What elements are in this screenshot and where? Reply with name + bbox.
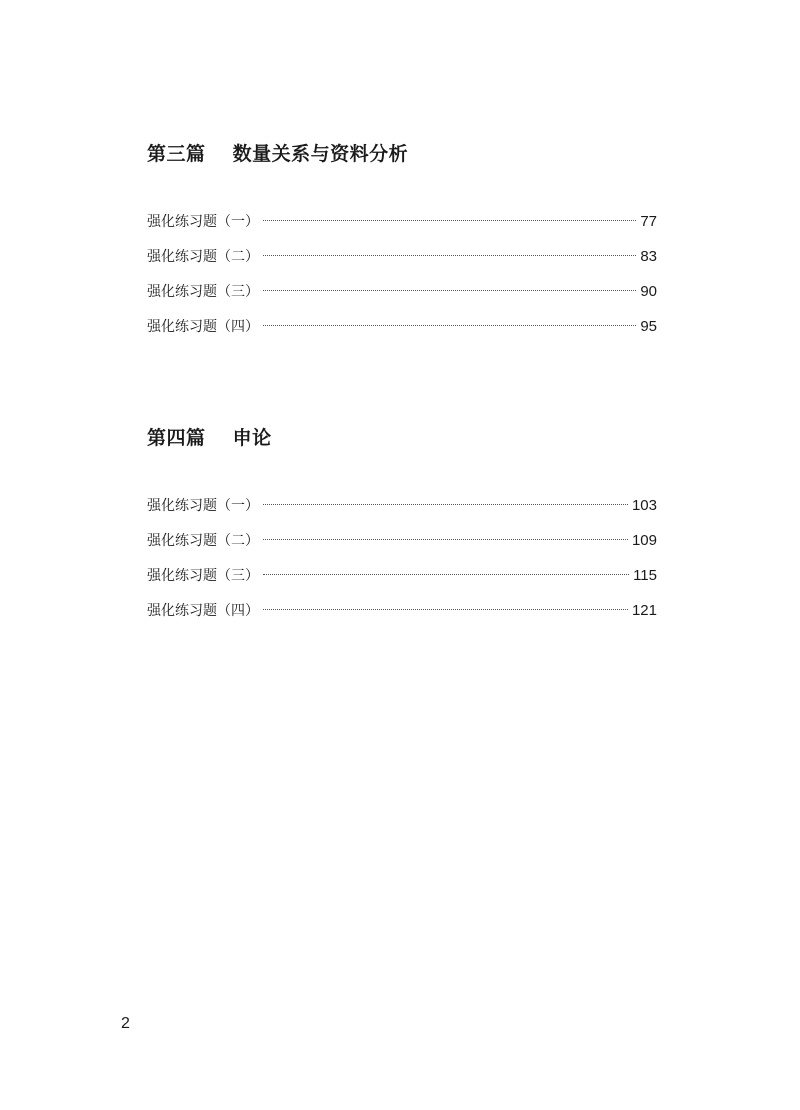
toc-entry[interactable] [147, 494, 657, 529]
toc-entry-page: 103 [631, 497, 657, 514]
toc-entry-page: 121 [631, 602, 657, 619]
dot-leader [263, 255, 636, 256]
toc-entry-page: 83 [640, 248, 657, 265]
toc-entry-label: 强化练习题（二） [147, 533, 259, 549]
toc-entry-label: 强化练习题（四） [147, 603, 259, 619]
dot-leader [263, 325, 636, 326]
toc-entry-page: 95 [640, 318, 657, 335]
toc-entry-page: 109 [631, 532, 657, 549]
toc-entry-page: 77 [640, 213, 657, 230]
dot-leader [263, 220, 636, 221]
toc-entry[interactable] [147, 599, 657, 634]
dot-leader [263, 290, 636, 291]
toc-entry-label: 强化练习题（三） [147, 568, 259, 584]
dot-leader [263, 539, 628, 540]
toc-entry-label: 强化练习题（一） [147, 498, 259, 514]
section-part-label: 第四篇 [147, 427, 206, 449]
section-heading [147, 424, 657, 452]
toc-list [147, 494, 657, 634]
toc-entry-label: 强化练习题（三） [147, 284, 259, 300]
toc-section-part-three [147, 140, 657, 350]
toc-entry-label: 强化练习题（一） [147, 214, 259, 230]
toc-entry[interactable] [147, 564, 657, 599]
section-title: 申论 [232, 427, 272, 449]
toc-entry-page: 115 [633, 567, 657, 584]
toc-entry-label: 强化练习题（二） [147, 249, 259, 265]
dot-leader [263, 609, 628, 610]
dot-leader [263, 574, 629, 575]
toc-entry[interactable] [147, 280, 657, 315]
page-number: 2 [121, 1015, 130, 1032]
toc-list [147, 210, 657, 350]
toc-entry[interactable] [147, 245, 657, 280]
section-title: 数量关系与资料分析 [232, 143, 409, 165]
toc-entry[interactable] [147, 529, 657, 564]
toc-section-part-four [147, 424, 657, 634]
section-part-label: 第三篇 [147, 143, 206, 165]
toc-entry[interactable] [147, 210, 657, 245]
toc-entry-page: 90 [640, 283, 657, 300]
toc-entry-label: 强化练习题（四） [147, 319, 259, 335]
toc-entry[interactable] [147, 315, 657, 350]
section-heading [147, 140, 657, 168]
dot-leader [263, 504, 628, 505]
